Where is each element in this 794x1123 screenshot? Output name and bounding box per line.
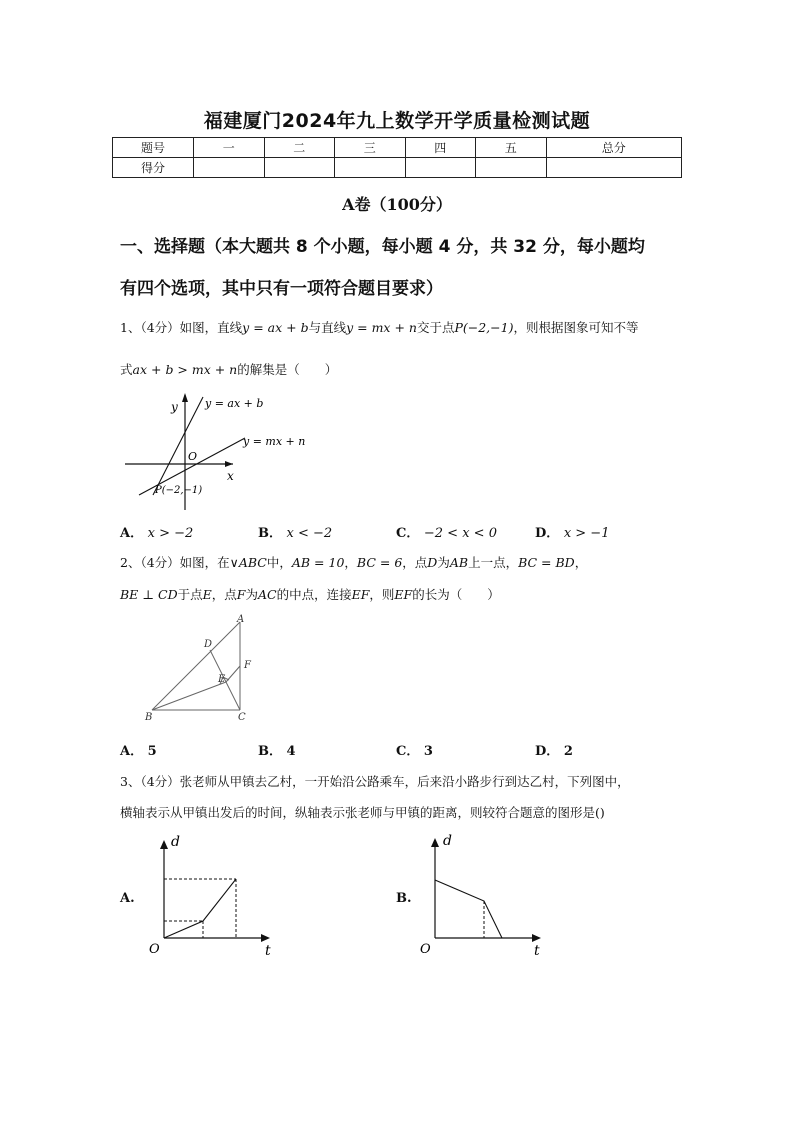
table-header-cell: 三 <box>335 138 406 158</box>
distance-curve <box>164 879 236 938</box>
vertex-c-label: C <box>238 712 246 723</box>
table-header-cell: 总分 <box>546 138 682 158</box>
table-header-cell: 五 <box>476 138 547 158</box>
question-1-figure <box>115 385 315 515</box>
q3-graph-b <box>414 828 554 963</box>
section-heading-line1: 一、选择题（本大题共 8 个小题，每小题 4 分，共 32 分，每小题均 <box>120 237 645 257</box>
q3-graph-a <box>140 828 280 963</box>
choice-letter: B． <box>258 744 282 759</box>
score-cell[interactable] <box>194 158 265 178</box>
t-axis-arrow <box>261 934 270 942</box>
choice-letter: C． <box>396 744 420 759</box>
q-text: 横轴表示从甲镇出发后的时间，纵轴表示张老师与甲镇的距离，则较符合题意的图形是() <box>120 805 605 820</box>
q-text: ，则 <box>369 587 395 602</box>
point-p-label: P(−2,−1) <box>155 485 203 496</box>
t-axis-arrow <box>532 934 541 942</box>
q-text: 为 <box>437 555 450 570</box>
question-2-line2 <box>120 585 500 603</box>
math-expr: EF <box>394 587 413 602</box>
choice-text: x > −1 <box>563 526 610 541</box>
q2-choice-c[interactable] <box>396 740 433 759</box>
q-text: 的解集是（ ） <box>237 362 338 377</box>
q-text: 交于点 <box>416 320 455 335</box>
choice-text: 3 <box>423 744 433 759</box>
q-text: 与直线 <box>308 320 347 335</box>
math-expr: ax + b > mx + n <box>132 362 238 377</box>
choice-text: 5 <box>147 744 157 759</box>
choice-text: x > −2 <box>147 526 194 541</box>
table-header-cell: 一 <box>194 138 265 158</box>
question-number: 1、（4分） <box>120 320 180 335</box>
table-header-cell: 题号 <box>113 138 194 158</box>
t-label: t <box>265 943 271 959</box>
line-label-2: y = mx + n <box>243 435 306 448</box>
point-f-label: F <box>244 660 251 671</box>
section-heading-line2: 有四个选项，其中只有一项符合题目要求） <box>120 279 443 299</box>
math-expr: ∨ABC <box>229 555 267 570</box>
choice-text: −2 < x < 0 <box>423 526 497 541</box>
table-row <box>113 158 682 178</box>
paper-label: A卷（100分） <box>342 195 452 214</box>
math-expr: AB = 10 <box>291 555 345 570</box>
table-header-cell: 四 <box>405 138 476 158</box>
q-text: ，点 <box>402 555 428 570</box>
question-number: 3、（4分） <box>120 774 180 789</box>
q3-choice-b-label[interactable]: B. <box>396 891 412 906</box>
score-cell[interactable] <box>546 158 682 178</box>
q-text: 中， <box>266 555 292 570</box>
math-expr: D <box>427 555 438 570</box>
score-cell[interactable] <box>405 158 476 178</box>
score-row-label: 得分 <box>113 158 194 178</box>
q-text: 的长为（ ） <box>412 587 500 602</box>
choice-letter: D． <box>535 744 560 759</box>
choice-text: 2 <box>563 744 573 759</box>
q-text: 为 <box>245 587 258 602</box>
origin-label: O <box>149 942 160 957</box>
q-text: 张老师从甲镇去乙村，一开始沿公路乘车，后来沿小路步行到达乙村，下列图中， <box>179 774 630 789</box>
math-expr: F <box>236 587 246 602</box>
table-header-cell: 二 <box>264 138 335 158</box>
q-text: ， <box>344 555 357 570</box>
t-label: t <box>534 943 540 959</box>
score-cell[interactable] <box>335 158 406 178</box>
question-2-line1 <box>120 553 587 571</box>
q-text: 如图，直线 <box>179 320 243 335</box>
question-2-figure <box>140 612 270 727</box>
q-text: ，则根据图象可知不等 <box>513 320 639 335</box>
question-3-line1 <box>120 772 630 790</box>
choice-letter: C． <box>396 526 420 541</box>
side-ba <box>152 622 240 710</box>
page-title: 福建厦门2024年九上数学开学质量检测试题 <box>203 110 591 132</box>
point-d-label: D <box>204 639 213 650</box>
choice-text: 4 <box>286 744 296 759</box>
choice-letter: B． <box>258 526 282 541</box>
choice-letter: A． <box>120 526 144 541</box>
d-axis-arrow <box>431 838 439 847</box>
score-table <box>112 137 682 178</box>
math-expr: y = mx + n <box>346 320 417 335</box>
q3-choice-a-label[interactable]: A. <box>120 891 135 906</box>
math-expr: AC <box>257 587 277 602</box>
origin-label: O <box>188 450 198 463</box>
q2-choice-d[interactable] <box>535 740 573 759</box>
math-expr: BC = BD <box>518 555 575 570</box>
math-expr: y = ax + b <box>242 320 309 335</box>
origin-label: O <box>420 942 431 957</box>
d-label: d <box>171 834 180 850</box>
math-expr: P(−2,−1) <box>454 320 514 335</box>
x-axis-arrow <box>225 461 233 467</box>
line-label-1: y = ax + b <box>205 397 264 410</box>
table-row <box>113 138 682 158</box>
question-1-line1 <box>120 318 638 336</box>
q-text: ， <box>574 555 588 570</box>
line-ax-b <box>153 397 203 495</box>
question-3-line2 <box>120 803 605 821</box>
q1-choice-a[interactable] <box>120 522 193 541</box>
y-axis-arrow <box>182 393 188 402</box>
choice-text: x < −2 <box>286 526 333 541</box>
q-text: 于点 <box>177 587 203 602</box>
math-expr: E <box>202 587 212 602</box>
d-label: d <box>443 833 452 849</box>
choice-letter: D． <box>535 526 560 541</box>
q1-choice-d[interactable] <box>535 522 609 541</box>
question-1-line2 <box>120 360 337 378</box>
score-cell[interactable] <box>476 158 547 178</box>
math-expr: EF <box>351 587 370 602</box>
math-expr: BE ⊥ CD <box>120 587 178 602</box>
choice-letter: A． <box>120 744 144 759</box>
math-expr: BC = 6 <box>356 555 403 570</box>
vertex-b-label: B <box>145 712 153 723</box>
math-expr: AB <box>449 555 469 570</box>
question-number: 2、（4分） <box>120 555 180 570</box>
q-text: 如图，在 <box>179 555 230 570</box>
point-e-label: E <box>218 674 226 685</box>
y-label: y <box>171 400 178 414</box>
vertex-a-label: A <box>237 614 245 625</box>
q-text: ，点 <box>211 587 237 602</box>
x-label: x <box>227 469 234 483</box>
q-text: 上一点， <box>468 555 519 570</box>
q2-choice-b[interactable] <box>258 740 296 759</box>
distance-curve <box>435 880 502 938</box>
q-text: 的中点，连接 <box>276 587 352 602</box>
d-axis-arrow <box>160 840 168 849</box>
q-text: 式 <box>120 362 133 377</box>
q2-choice-a[interactable] <box>120 740 157 759</box>
segment-be <box>152 682 226 710</box>
q1-choice-b[interactable] <box>258 522 332 541</box>
score-cell[interactable] <box>264 158 335 178</box>
q1-choice-c[interactable] <box>396 522 497 541</box>
